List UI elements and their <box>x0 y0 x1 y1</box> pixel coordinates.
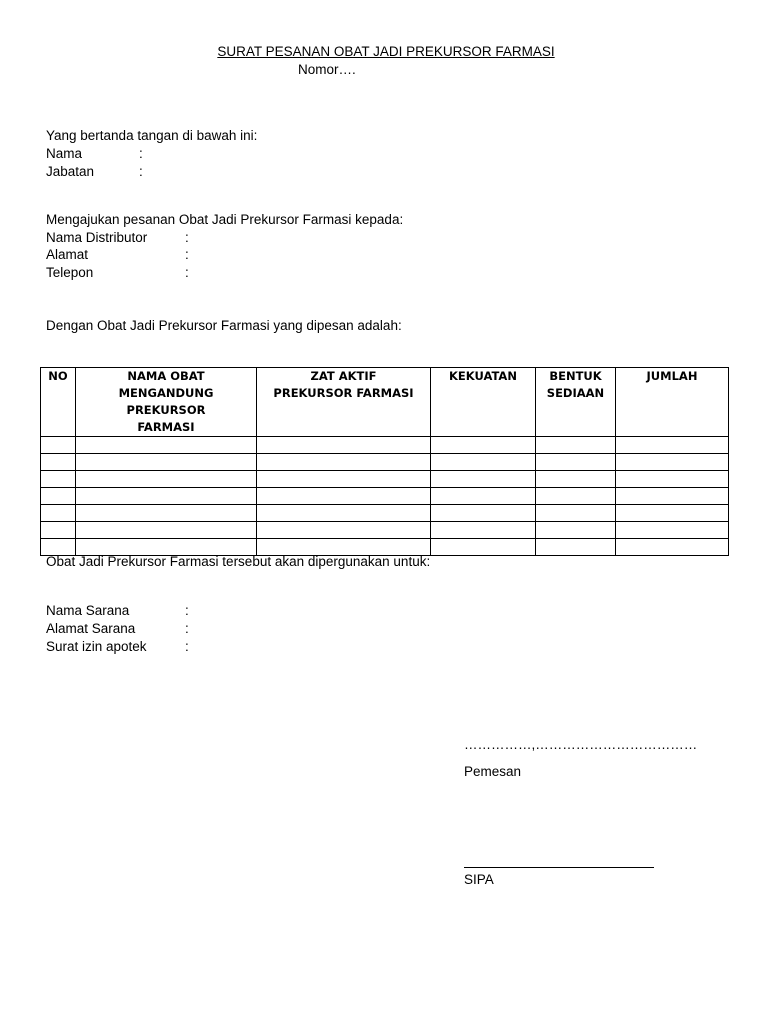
table-cell <box>41 488 76 505</box>
facility-name-colon: : <box>185 603 189 618</box>
distributor-name-label: Nama Distributor <box>46 230 148 245</box>
table-cell <box>616 437 729 454</box>
document-number: Nomor…. <box>298 62 356 77</box>
signer-position-label: Jabatan <box>46 164 95 179</box>
signer-intro: Yang bertanda tangan di bawah ini: <box>46 128 258 143</box>
signature-credential: SIPA <box>464 872 494 887</box>
order-table <box>40 367 729 556</box>
table-cell <box>536 505 616 522</box>
table-cell <box>257 522 431 539</box>
header-active-substance: ZAT AKTIF PREKURSOR FARMASI <box>257 368 431 437</box>
header-quantity: JUMLAH <box>616 368 729 437</box>
table-cell <box>616 539 729 556</box>
table-row <box>41 454 729 471</box>
table-cell <box>431 471 536 488</box>
header-dosage-form: BENTUK SEDIAAN <box>536 368 616 437</box>
table-cell <box>41 505 76 522</box>
facility-address-colon: : <box>185 621 189 636</box>
table-header-row <box>41 368 729 437</box>
signer-name-label: Nama <box>46 146 83 161</box>
document-title: SURAT PESANAN OBAT JADI PREKURSOR FARMASI <box>217 44 555 59</box>
facility-address-label: Alamat Sarana <box>46 621 136 636</box>
signature-line <box>464 867 654 868</box>
table-cell <box>257 505 431 522</box>
table-cell <box>76 505 257 522</box>
table-cell <box>257 437 431 454</box>
table-cell <box>616 488 729 505</box>
table-cell <box>431 505 536 522</box>
distributor-address-colon: : <box>185 247 189 262</box>
table-cell <box>41 471 76 488</box>
table-cell <box>76 454 257 471</box>
table-cell <box>536 454 616 471</box>
order-table-body <box>41 437 729 556</box>
table-cell <box>76 471 257 488</box>
usage-intro: Obat Jadi Prekursor Farmasi tersebut akan dipergunakan untuk: <box>46 554 431 569</box>
table-cell <box>536 539 616 556</box>
table-row <box>41 488 729 505</box>
pharmacy-license-colon: : <box>185 639 189 654</box>
signer-position-colon: : <box>139 164 143 179</box>
table-cell <box>76 437 257 454</box>
table-cell <box>431 539 536 556</box>
table-cell <box>536 522 616 539</box>
table-cell <box>431 454 536 471</box>
table-cell <box>257 471 431 488</box>
table-cell <box>76 522 257 539</box>
signature-role: Pemesan <box>464 764 522 779</box>
table-cell <box>616 471 729 488</box>
signer-name-colon: : <box>139 146 143 161</box>
facility-name-label: Nama Sarana <box>46 603 130 618</box>
distributor-intro: Mengajukan pesanan Obat Jadi Prekursor Farmasi kepada: <box>46 212 404 227</box>
pharmacy-license-label: Surat izin apotek <box>46 639 147 654</box>
table-cell <box>41 522 76 539</box>
table-cell <box>41 437 76 454</box>
header-drug-name: NAMA OBAT MENGANDUNG PREKURSOR FARMASI <box>76 368 257 437</box>
table-cell <box>76 488 257 505</box>
distributor-name-colon: : <box>185 230 189 245</box>
table-cell <box>257 488 431 505</box>
table-row <box>41 522 729 539</box>
distributor-phone-colon: : <box>185 265 189 280</box>
table-cell <box>431 488 536 505</box>
distributor-address-label: Alamat <box>46 247 89 262</box>
table-cell <box>431 437 536 454</box>
table-cell <box>431 522 536 539</box>
signature-place-date: ……………,……………………………… <box>464 737 698 752</box>
table-cell <box>257 454 431 471</box>
table-cell <box>616 505 729 522</box>
table-cell <box>536 437 616 454</box>
table-cell <box>616 522 729 539</box>
table-cell <box>41 454 76 471</box>
table-row <box>41 437 729 454</box>
table-cell <box>536 471 616 488</box>
table-row <box>41 505 729 522</box>
header-no: NO <box>41 368 76 437</box>
table-cell <box>536 488 616 505</box>
distributor-phone-label: Telepon <box>46 265 94 280</box>
header-strength: KEKUATAN <box>431 368 536 437</box>
table-row <box>41 471 729 488</box>
order-intro: Dengan Obat Jadi Prekursor Farmasi yang dipesan adalah: <box>46 318 402 333</box>
table-cell <box>616 454 729 471</box>
